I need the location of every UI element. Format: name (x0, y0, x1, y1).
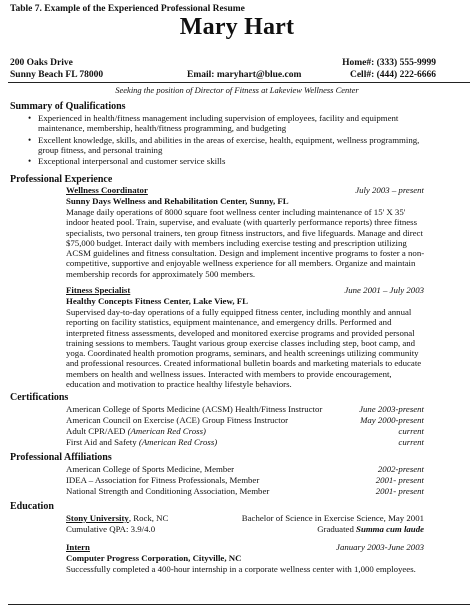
affiliation-date: 2002-present (377, 464, 424, 474)
job-description: Supervised day-to-day operations of a fully equipped fitness center, including monthly and annual reporting on facility statistics, equipment maintenance, and emergency drills. Performed and interpreted fitness assessments, developed and monitored exercise programs and provided personal training sessions to members. Taught various group exercise classes including step, boot camp, and yoga. Coordinated health promotion programs, seminars, and health screenings utilizing community and professional resources. Created informational bulletin boards and marketing materials to educate members on health and wellness issues. Interacted with members to provide encouragement, education and motivation to practice healthy lifestyle behaviors. (66, 307, 422, 390)
bullet-icon: • (28, 113, 32, 123)
job-description: Manage daily operations of 8000 square foot wellness center including maintenance of 15' X 35' indoor heated pool. Train, supervise, and evaluate (with quarterly performance reports) three fitness specialists, two personal trainers, ten group fitness instructors, and five lifeguards. Manage and direct $75,000 budget. Interact daily with members including exercise testing and prescription utilizing ACSM guidelines and fitness consultation. Design and implement incentive programs to foster a non-competitive, supportive and enjoyable wellness experience for all members. Organize and maintain membership records for approximately 500 members. (66, 207, 425, 279)
home-phone: Home#: (333) 555-9999 (342, 58, 436, 68)
certification-name (66, 426, 206, 436)
experience-heading: Professional Experience (10, 174, 113, 185)
certification-date: current (398, 426, 424, 436)
address-line-2: Sunny Beach FL 78000 (10, 70, 104, 80)
intern-title: Intern (66, 542, 90, 552)
affiliation-date: 2001- present (375, 486, 424, 496)
affiliations-heading: Professional Affiliations (10, 452, 112, 463)
certification-row (66, 437, 424, 448)
email: Email: maryhart@blue.com (187, 70, 302, 80)
certification-name-text: Adult CPR/AED (66, 426, 128, 436)
cell-phone: Cell#: (444) 222-6666 (349, 70, 436, 80)
table-title: Table 7. Example of the Experienced Professional Resume (10, 4, 245, 14)
affiliation-name: American College of Sports Medicine, Member (66, 464, 235, 474)
address-line-1: 200 Oaks Drive (10, 58, 73, 68)
certification-name-text: First Aid and Safety (66, 437, 139, 447)
job-title: Fitness Specialist (66, 285, 131, 295)
affiliation-row (66, 475, 424, 486)
summary-heading: Summary of Qualifications (10, 101, 126, 112)
education-row (66, 524, 424, 535)
intern-description: Successfully completed a 400-hour internship in a corporate wellness center with 1,000 employees. (66, 564, 416, 574)
objective: Seeking the position of Director of Fitness at Lakeview Wellness Center (115, 85, 359, 95)
intern-dates: January 2003-June 2003 (336, 542, 424, 552)
header-divider (8, 82, 470, 83)
job-organization: Sunny Days Wellness and Rehabilitation Center, Sunny, FL (66, 196, 289, 206)
certifications-heading: Certifications (10, 392, 69, 403)
school-name: Stony University (66, 513, 129, 523)
summary-item: Exceptional interpersonal and customer service skills (38, 156, 226, 166)
school-location: , Rock, NC (128, 513, 169, 523)
affiliation-name: IDEA – Association for Fitness Professionals, Member (66, 475, 260, 485)
internship-row (66, 542, 424, 553)
affiliation-row (66, 486, 424, 497)
certification-date: June 2003-present (359, 404, 424, 414)
intern-organization: Computer Progress Corporation, Cityville, NC (66, 553, 242, 563)
certification-row (66, 426, 424, 437)
certification-name (66, 437, 217, 447)
applicant-name: Mary Hart (179, 14, 295, 40)
certification-date: May 2000-present (360, 415, 424, 425)
school (66, 513, 168, 523)
certification-name: American College of Sports Medicine (ACSM) Health/Fitness Instructor (66, 404, 323, 414)
affiliation-date: 2001- present (375, 475, 424, 485)
graduation-honor (317, 524, 424, 534)
certification-row (66, 415, 424, 426)
certification-name: American Council on Exercise (ACE) Group Fitness Instructor (66, 415, 289, 425)
degree: Bachelor of Science in Exercise Science, May 2001 (241, 513, 424, 523)
honor: Summa cum laude (356, 524, 424, 534)
certification-date: current (398, 437, 424, 447)
job-dates: July 2003 – present (355, 185, 424, 195)
bullet-icon: • (28, 156, 32, 166)
qpa: Cumulative QPA: 3.9/4.0 (66, 524, 156, 534)
job-title: Wellness Coordinator (66, 185, 148, 195)
certification-issuer: (American Red Cross) (127, 426, 206, 436)
bullet-icon: • (28, 135, 32, 145)
certification-row (66, 404, 424, 415)
education-row (66, 513, 424, 524)
education-heading: Education (10, 501, 54, 512)
summary-item: Experienced in health/fitness management including supervision of employees, facility and equipment maintenance, membership, health/fitness programming, and budgeting (38, 113, 399, 134)
graduated-label: Graduated (317, 524, 357, 534)
job-dates: June 2001 – July 2003 (344, 285, 424, 295)
certification-issuer: (American Red Cross) (138, 437, 218, 447)
footer-divider (8, 604, 470, 605)
job-organization: Healthy Concepts Fitness Center, Lake View, FL (66, 296, 248, 306)
summary-item: Excellent knowledge, skills, and abilities in the areas of exercise, health, equipment, wellness programming, group fitness, and personal training (38, 135, 420, 156)
affiliation-name: National Strength and Conditioning Association, Member (66, 486, 270, 496)
affiliation-row (66, 464, 424, 475)
